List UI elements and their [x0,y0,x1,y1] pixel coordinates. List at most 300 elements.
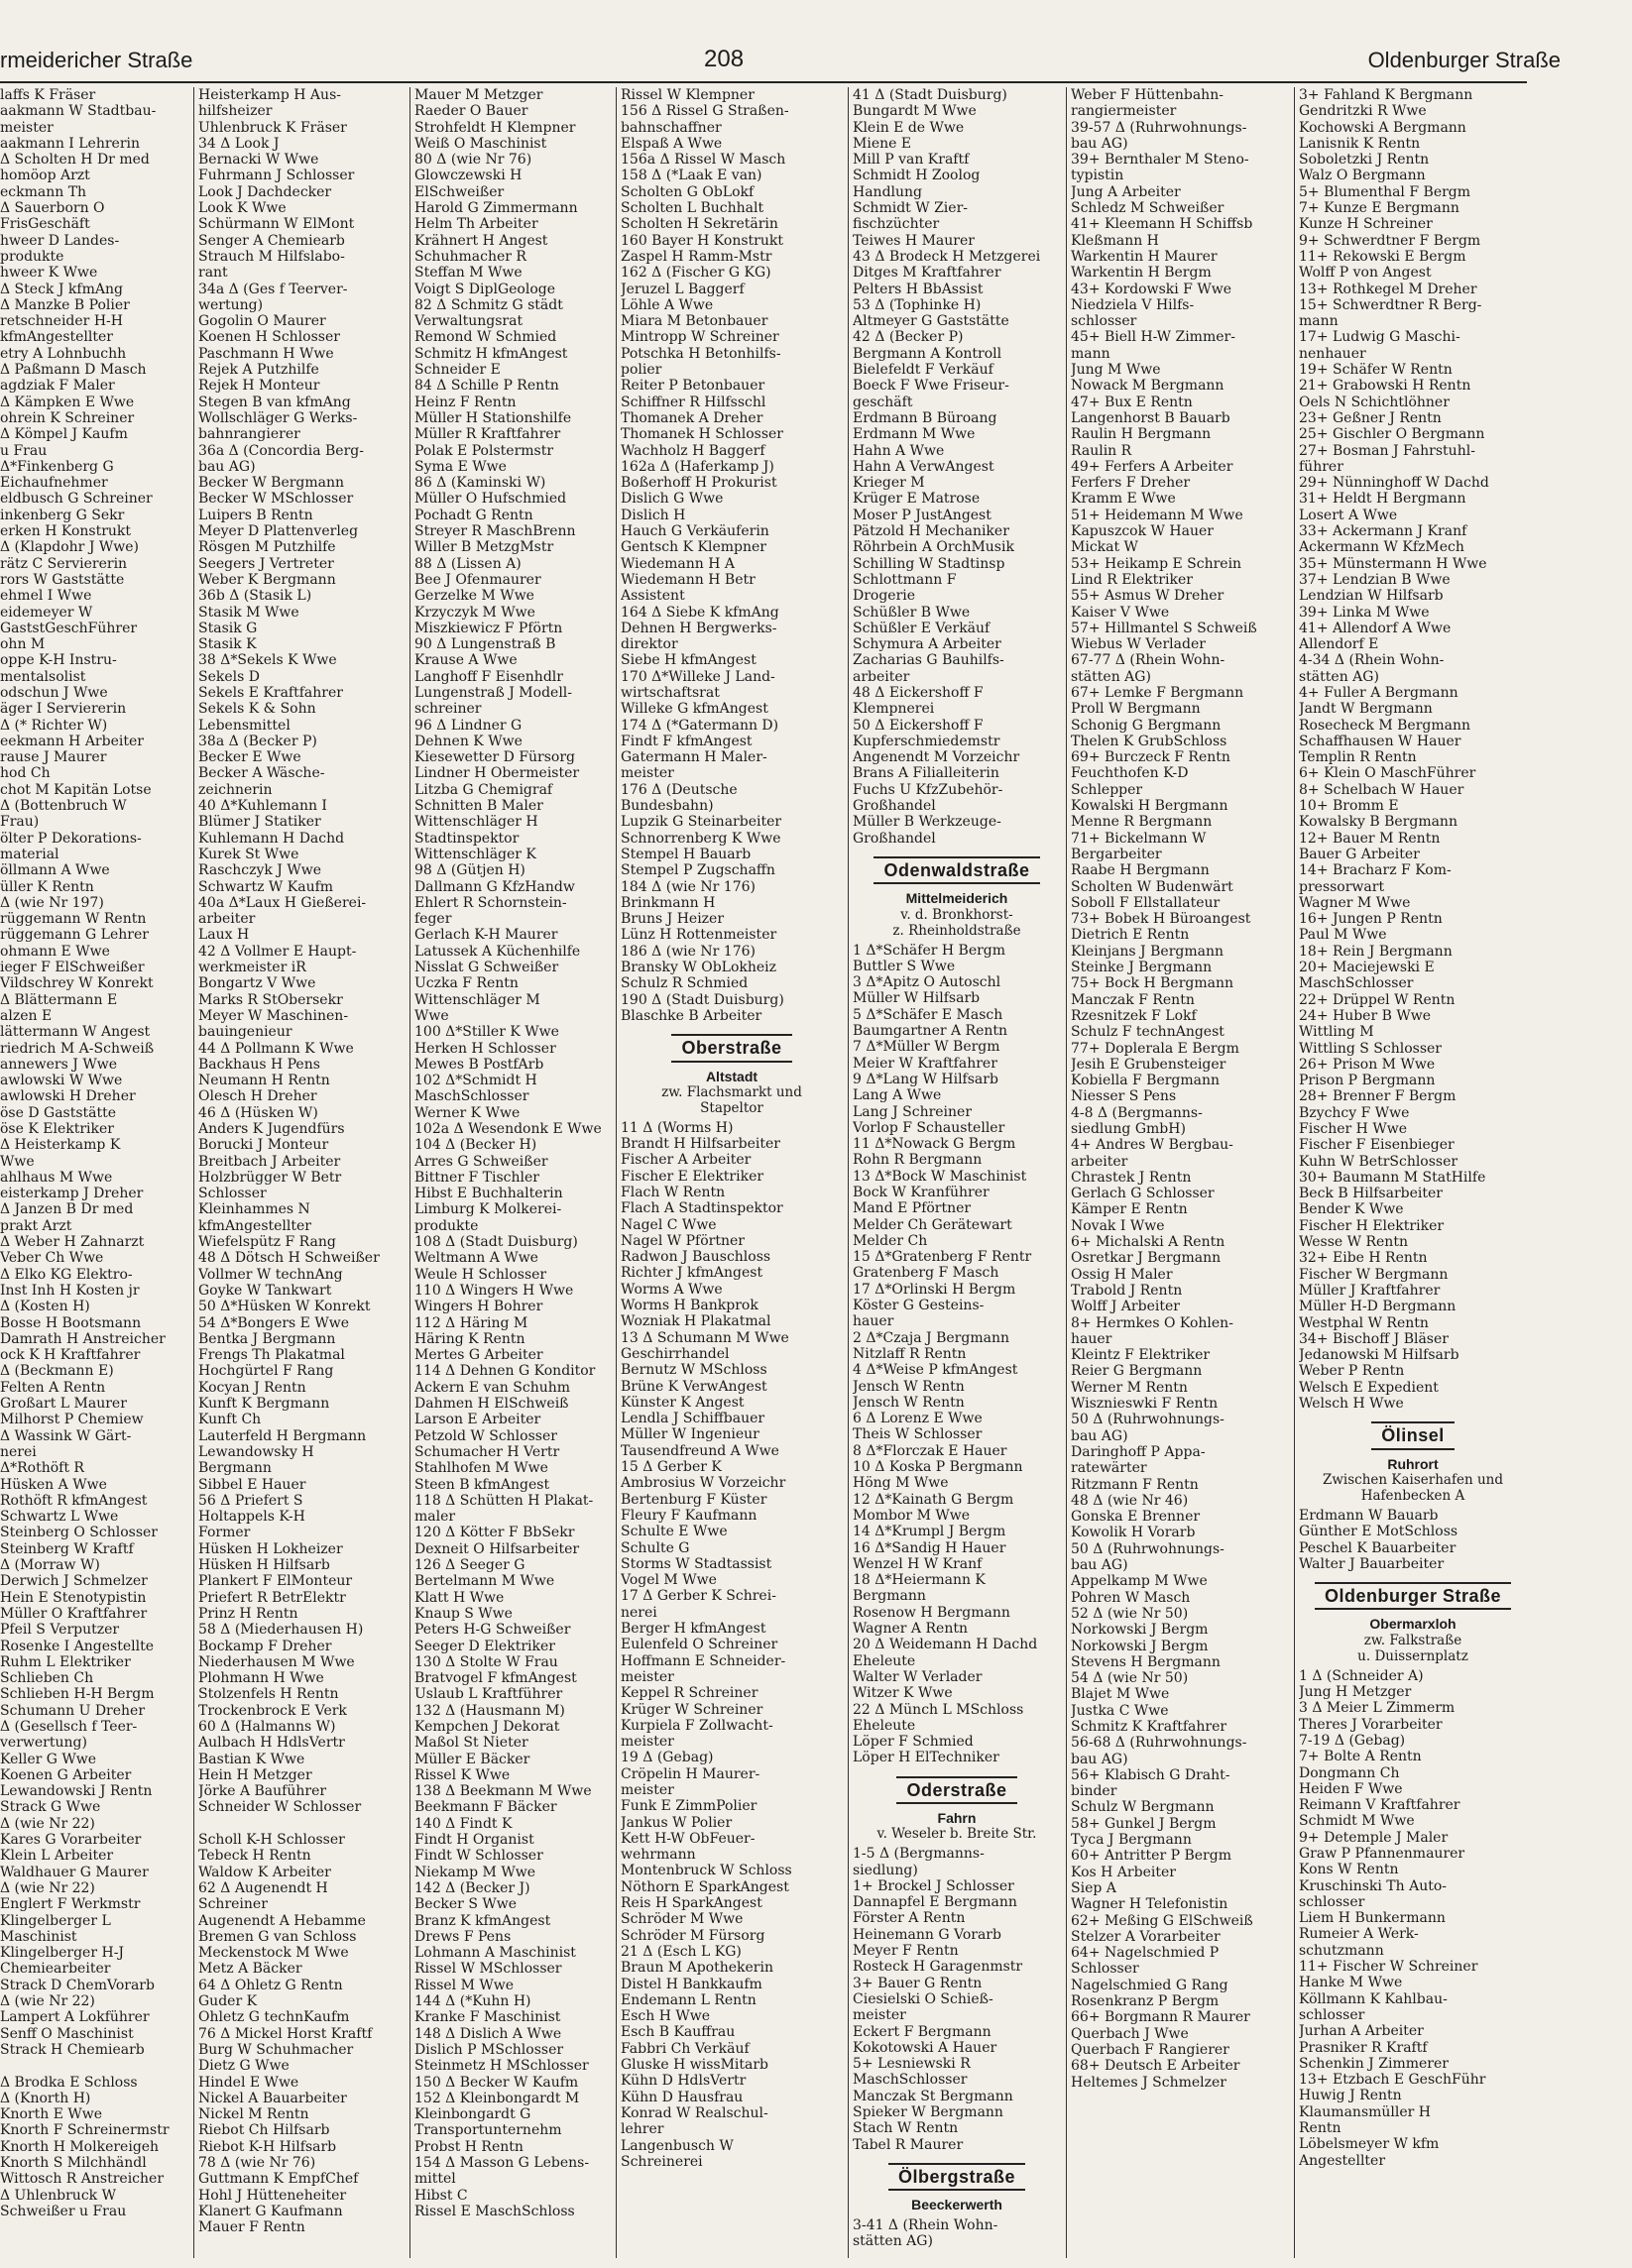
listing-entry: typistin [1071,168,1124,184]
listing-entry: Großhandel [853,830,936,847]
street-range-note: u. Duissernplatz [1357,1647,1468,1664]
listing-entry: 118 Δ Schütten H Plakat- [414,1492,594,1509]
column-divider [409,87,410,2258]
listing-entry: Kowalsky B Bergmann [1299,814,1457,831]
listing-entry: Großart L Maurer [0,1396,127,1413]
listing-entry: Becker E Wwe [198,749,301,766]
listing-entry: verwertung) [0,1735,87,1752]
listing-entry: produkte [414,1217,479,1234]
listing-entry: Δ (Beckmann E) [0,1363,114,1380]
listing-entry: Pfeil S Verputzer [0,1622,120,1639]
listing-entry: 42 Δ Vollmer E Haupt- [198,943,357,960]
listing-entry: Schüßler B Wwe [853,604,971,621]
listing-entry: geschäft [853,394,913,410]
listing-entry: Querbach J Wwe [1071,2025,1189,2042]
listing-entry: Schymura A Arbeiter [853,636,1001,653]
listing-entry: Δ Sauerborn O [0,200,105,217]
listing-entry: Günther E MotSchloss [1299,1524,1458,1540]
listing-entry: Lang J Schreiner [853,1103,973,1120]
listing-entry: Kowalski H Bergmann [1071,798,1228,815]
listing-entry: Werner M Rentn [1071,1379,1188,1396]
listing-entry: Knorth E Wwe [0,2106,103,2123]
listing-entry: Strohfeldt H Klempner [414,119,576,136]
listing-entry: Raeder O Bauer [414,103,528,120]
street-heading [1299,1582,1527,1610]
listing-entry: Jandt W Bergmann [1299,701,1433,718]
listing-entry: 156 Δ Rissel G Straßen- [621,103,789,120]
listing-entry: Berger H kfmAngest [621,1621,766,1638]
listing-entry: 1 Δ (Schneider A) [1299,1667,1424,1684]
listing-entry: 9+ Schwerdtner F Bergm [1299,232,1481,249]
listing-entry: Look K Wwe [198,200,287,217]
listing-entry: Stempel H Bauarb [621,846,752,862]
listing-entry: Bergmann [198,1460,272,1477]
street-range-note: v. Weseler b. Breite Str. [876,1826,1037,1843]
listing-entry: Kos H Arbeiter [1071,1864,1176,1880]
listing-entry: Frengs Th Plakatmal [198,1347,345,1364]
listing-entry: Burg W Schuhmacher [198,2041,354,2058]
listing-entry: Theis W Schlosser [853,1426,983,1443]
listing-entry: Walter W Verlader [853,1668,983,1685]
column-7 [1299,87,1527,2258]
listing-entry: Teiwes H Maurer [853,232,975,249]
listing-entry: Damrath H Anstreicher [0,1330,166,1347]
listing-entry: Δ*Finkenberg G [0,458,114,475]
listing-entry: Fischer W Bergmann [1299,1266,1449,1283]
listing-entry: Bernutz W MSchloss [621,1362,767,1379]
listing-entry: Strack G Wwe [0,1799,101,1816]
listing-entry: Drogerie [853,588,916,605]
listing-entry: 130 Δ Stolte W Frau [414,1653,558,1670]
listing-entry: Wittling M [1299,1024,1374,1041]
listing-entry: Kleinhammes N [198,1201,310,1218]
listing-entry: 36b Δ (Stasik L) [198,588,312,605]
listing-entry: Wenzel H W Kranf [853,1555,983,1572]
listing-entry: Wagner M Wwe [1299,894,1411,911]
listing-entry: rüggemann W Rentn [0,911,147,928]
listing-entry: Angenendt M Vorzeichr [853,749,1020,766]
listing-entry: 50 Δ*Hüsken W Konrekt [198,1299,371,1315]
listing-entry: 32+ Eibe H Rentn [1299,1250,1428,1267]
listing-entry: Schreinerei [621,2153,703,2170]
street-title: Ölbergstraße [888,2163,1025,2191]
listing-entry: binder [1071,1783,1117,1800]
listing-entry: 39+ Bernthaler M Steno- [1071,152,1249,169]
listing-entry: annewers J Wwe [0,1056,117,1073]
listing-entry: 50 Δ (Ruhrwohnungs- [1071,1412,1224,1428]
listing-entry: ehmel I Wwe [0,588,92,605]
listing-entry: Hüsken A Wwe [0,1476,107,1493]
listing-entry: 54 Δ (wie Nr 50) [1071,1670,1189,1687]
listing-entry: Ossig H Maler [1071,1266,1173,1283]
listing-entry: siedlung GmbH) [1071,1121,1186,1137]
listing-entry: Heiden F Wwe [1299,1780,1403,1797]
listing-entry: Richter J kfmAngest [621,1265,763,1282]
street-title: Oderstraße [896,1776,1016,1804]
listing-entry: Meyer D Plattenverleg [198,523,359,540]
listing-entry [198,1816,407,1832]
listing-entry: Δ Heisterkamp K [0,1137,121,1154]
listing-entry: direktor [621,636,678,653]
listing-entry: Altmeyer G Gaststätte [853,313,1009,330]
listing-entry: Findt H Organist [414,1832,534,1849]
listing-entry: Braun M Apothekerin [621,1960,773,1977]
listing-entry: werkmeister iR [198,960,306,976]
listing-entry: Soboll F Ellstallateur [1071,894,1221,911]
listing-entry: ock K H Kraftfahrer [0,1347,141,1364]
listing-entry: Niederhausen M Wwe [198,1653,355,1670]
listing-entry: Nickel M Rentn [198,2106,309,2123]
listing-entry: Schlieben H-H Bergm [0,1686,155,1703]
listing-entry: Wingers H Bohrer [414,1299,543,1315]
listing-entry: Schneider E [414,362,501,379]
listing-entry: 7-19 Δ (Gebag) [1299,1732,1406,1749]
listing-entry: Fischer H Elektriker [1299,1217,1445,1234]
listing-entry: führer [1299,458,1343,475]
listing-entry: Δ (wie Nr 197) [0,894,104,911]
listing-entry: Schmitz K Kraftfahrer [1071,1718,1227,1735]
listing-entry: Δ Uhlenbruck W [0,2187,116,2204]
listing-entry: Tausendfreund A Wwe [621,1442,779,1459]
listing-entry: MaschSchlosser [1299,975,1414,992]
listing-entry: 13+ Rothkegel M Dreher [1299,281,1477,297]
listing-entry: Look J Dachdecker [198,183,332,200]
listing-entry: Lupzik G Steinarbeiter [621,814,782,831]
listing-entry: Koenen H Schlosser [198,329,340,346]
listing-entry: Paschmann H Wwe [198,345,334,362]
listing-entry: Becker W MSchlosser [198,491,354,508]
listing-entry: Menne R Bergmann [1071,814,1213,831]
listing-entry: Schmidt H Zoolog [853,168,981,184]
listing-entry: 48 Δ Dötsch H Schweißer [198,1250,380,1267]
listing-entry: Knorth F Schreinermstr [0,2122,170,2139]
listing-entry: Δ (Gesellsch f Teer- [0,1718,138,1735]
listing-entry: Goyke W Tankwart [198,1282,332,1299]
listing-entry: Lauterfeld H Bergmann [198,1427,367,1444]
listing-entry: Fleury F Kaufmann [621,1507,758,1524]
listing-entry: 67+ Lemke F Bergmann [1071,684,1244,701]
listing-entry: Ackermann W KfzMech [1299,539,1464,556]
listing-entry: Lindner H Obermeister [414,765,580,782]
listing-entry: Krzyczyk M Wwe [414,604,535,621]
listing-entry: 52 Δ (wie Nr 50) [1071,1605,1189,1622]
listing-entry: Sekels D [198,668,260,685]
listing-entry: eckmann Th [0,183,87,200]
listing-entry: Stempel P Zugschaffn [621,862,775,879]
listing-entry: 1-5 Δ (Bergmanns- [853,1846,985,1863]
listing-entry: Müller B Werkzeuge- [853,814,1001,831]
listing-entry: Eichaufnehmer [0,475,108,492]
listing-entry: öse D Gaststätte [0,1104,117,1121]
listing-entry: Dislich G Wwe [621,491,724,508]
listing-entry: Rissel W Klempner [621,87,755,103]
listing-entry: Sekels K & Sohn [198,701,316,718]
listing-entry: 3-41 Δ (Rhein Wohn- [853,2216,998,2233]
listing-entry: Langenhorst B Bauarb [1071,409,1230,426]
listing-entry: Gogolin O Maurer [198,313,326,330]
listing-entry: Siep A [1071,1879,1116,1896]
listing-entry: Nowack M Bergmann [1071,378,1224,395]
listing-entry: bau AG) [1071,135,1128,152]
listing-entry: chot M Kapitän Lotse [0,781,152,798]
listing-entry: Wolff P von Angest [1299,265,1432,282]
listing-entry: 11 Δ*Nowack G Bergm [853,1136,1016,1153]
listing-entry: 162 Δ (Fischer G KG) [621,265,771,282]
listing-entry: Osretkar J Bergmann [1071,1250,1222,1267]
listing-entry: Δ Steck J kfmAng [0,281,123,297]
listing-entry: 75+ Bock H Bergmann [1071,975,1234,992]
listing-entry: stätten AG) [853,2232,933,2249]
listing-entry: aakmann I Lehrerin [0,135,141,152]
listing-entry: Jung M Wwe [1071,362,1161,379]
listing-entry: Ferfers F Dreher [1071,475,1191,492]
listing-entry: Bertenburg F Küster [621,1491,767,1508]
street-heading [621,1034,843,1062]
listing-entry: Liem H Bunkermann [1299,1910,1446,1927]
listing-entry: Ruhm L Elektriker [0,1653,131,1670]
listing-entry: Plohmann H Wwe [198,1670,324,1687]
listing-entry: zeichnerin [198,781,273,798]
listing-entry: öse K Elektriker [0,1121,114,1137]
listing-entry: retschneider H-H [0,313,123,330]
listing-entry: Jensch W Rentn [853,1394,965,1411]
listing-entry: Rosenow H Bergmann [853,1604,1010,1621]
listing-entry: Bergarbeiter [1071,846,1162,862]
listing-entry: Niekamp M Wwe [414,1864,535,1880]
listing-entry: Schnitten B Maler [414,798,543,815]
listing-entry: Krüger W Schreiner [621,1701,763,1718]
listing-entry: Müller O Hufschmied [414,491,567,508]
listing-entry: 62 Δ Augenendt H [198,1879,328,1896]
listing-entry: Stahlhofen M Wwe [414,1460,548,1477]
listing-entry: Nitzlaff R Rentn [853,1345,967,1362]
listing-entry: 8+ Schelbach W Hauer [1299,781,1464,798]
listing-entry: prakt Arzt [0,1217,72,1234]
listing-entry: Kares G Vorarbeiter [0,1832,142,1849]
listing-entry: Heinemann G Vorarb [853,1926,1001,1943]
listing-entry: 15 Δ Gerber K [621,1459,722,1476]
listing-entry: 140 Δ Findt K [414,1815,513,1832]
listing-entry: Bongartz V Wwe [198,975,316,992]
listing-entry: Westphal W Rentn [1299,1314,1429,1331]
column-divider [193,87,194,2258]
listing-entry: 76 Δ Mickel Horst Kraftf [198,2025,373,2042]
listing-entry: nenhauer [1299,345,1366,362]
listing-entry: Δ Janzen B Dr med [0,1201,134,1218]
listing-entry: Lungenstraß J Modell- [414,684,573,701]
column-3 [414,87,611,2258]
listing-entry: 100 Δ*Stiller K Wwe [414,1024,559,1041]
listing-entry: Großhandel [853,798,936,815]
listing-entry: Bielefeldt F Verkäuf [853,362,993,379]
listing-entry: Feuchthofen K-D [1071,765,1189,782]
listing-entry: Jedanowski M Hilfsarb [1299,1347,1459,1364]
listing-entry: 17+ Ludwig G Maschi- [1299,329,1460,346]
listing-entry: Worms H Bankprok [621,1298,758,1314]
listing-entry: Petzold W Schlosser [414,1427,557,1444]
listing-entry: 6 Δ Lorenz E Wwe [853,1411,983,1427]
listing-entry: Keppel R Schreiner [621,1685,758,1702]
listing-entry: Kuhn W BetrSchlosser [1299,1153,1458,1170]
listing-entry: inkenberg G Sekr [0,507,125,523]
listing-entry: Dehnen H Bergwerks- [621,620,777,636]
listing-entry: Distel H Bankkaufm [621,1976,762,1992]
listing-entry: Hoffmann E Schneider- [621,1652,786,1669]
listing-entry: Schreiner [198,1896,268,1913]
listing-entry: Losert A Wwe [1299,507,1398,523]
listing-entry: Querbach F Rangierer [1071,2041,1229,2058]
listing-entry: 4-8 Δ (Bergmanns- [1071,1104,1203,1121]
listing-entry: Raulin R [1071,442,1132,459]
listing-entry: Kobiella F Bergmann [1071,1073,1221,1089]
listing-entry: 158 Δ (*Laak E van) [621,168,762,184]
listing-entry: bau AG) [1071,1751,1128,1767]
listing-entry: 17 Δ Gerber K Schrei- [621,1588,776,1605]
listing-entry: stätten AG) [1299,668,1379,685]
listing-entry: Schiffner R Hilfsschl [621,394,766,410]
listing-entry: Dietrich E Rentn [1071,927,1190,944]
listing-entry: Jurhan A Arbeiter [1299,2023,1424,2040]
listing-entry: Limburg K Molkerei- [414,1201,562,1218]
listing-entry: Δ (Kosten H) [0,1299,90,1315]
listing-entry: 5+ Lesniewski R [853,2056,971,2073]
column-divider [616,87,617,2258]
listing-entry: Kleinbongardt G [414,2106,531,2123]
listing-entry: Werner K Wwe [414,1104,521,1121]
listing-entry: Kruschinski Th Auto- [1299,1877,1448,1894]
listing-entry: 27+ Bosman J Fahrstuhl- [1299,442,1475,459]
listing-entry: Heisterkamp H Aus- [198,87,341,103]
listing-entry: Mertes G Arbeiter [414,1347,543,1364]
listing-entry: 13+ Etzbach E GeschFühr [1299,2072,1486,2089]
listing-entry: 38 Δ*Sekels K Wwe [198,652,337,669]
listing-entry: 41+ Allendorf A Wwe [1299,620,1452,636]
listing-entry: Montenbruck W Schloss [621,1863,792,1879]
listing-entry: Reiter P Betonbauer [621,378,765,395]
listing-entry: 54 Δ*Bongers E Wwe [198,1314,350,1331]
listing-entry: eidemeyer W [0,604,93,621]
listing-entry: Eheleute [853,1717,916,1734]
listing-entry: Zaspel H Ramm-Mstr [621,248,772,265]
listing-entry: Welsch E Expedient [1299,1379,1439,1396]
listing-entry: Kaiser V Wwe [1071,604,1170,621]
listing-entry: Raabe H Bergmann [1071,862,1210,879]
listing-entry: awlowski H Dreher [0,1088,136,1105]
listing-entry: Schilling W Stadtinsp [853,555,1005,572]
listing-entry: Flach A Stadtinspektor [621,1200,783,1217]
listing-entry: Jesih E Grubensteiger [1071,1056,1226,1073]
listing-entry: Kleinjans J Bergmann [1071,943,1224,960]
listing-entry: 8+ Hermkes O Kohlen- [1071,1314,1233,1331]
listing-entry: 11 Δ (Worms H) [621,1119,734,1136]
listing-entry: Glowczewski H [414,168,523,184]
listing-entry: 160 Bayer H Konstrukt [621,232,783,249]
listing-entry: Δ (wie Nr 22) [0,1815,95,1832]
listing-entry: Allendorf E [1299,636,1379,653]
listing-entry: 184 Δ (wie Nr 176) [621,878,756,895]
listing-entry: Δ (Knorth H) [0,2090,91,2106]
street-range-note: Stapeltor [700,1099,763,1116]
listing-entry: Δ (wie Nr 22) [0,1879,95,1896]
listing-entry: Schulte G [621,1539,690,1556]
listing-entry: Blaschke B Arbeiter [621,1007,762,1024]
listing-entry: Gerlach G Schlosser [1071,1186,1215,1202]
listing-entry: Mintropp W Schreiner [621,329,779,346]
listing-entry: Blajet M Wwe [1071,1686,1170,1703]
listing-entry: Hohl J Hütteneheiter [198,2187,347,2204]
listing-entry: mann [1071,345,1110,362]
listing-entry: 57+ Hillmantel S Schweiß [1071,620,1257,636]
listing-entry: Herken H Schlosser [414,1040,556,1057]
listing-entry: arbeiter [198,911,256,928]
listing-entry: Augenendt A Hebamme [198,1912,366,1929]
listing-entry: Lünz H Rottenmeister [621,927,777,944]
listing-entry: Müller W Hilfsarb [853,990,981,1007]
listing-entry: 13 Δ Schumann M Wwe [621,1329,789,1346]
listing-entry: Δ Weber H Zahnarzt [0,1234,145,1251]
listing-entry: Wittenschläger M [414,991,540,1008]
listing-entry: 4+ Fuller A Bergmann [1299,684,1458,701]
listing-entry: Nagelschmied G Rang [1071,1977,1228,1993]
listing-entry: 48 Δ (wie Nr 46) [1071,1492,1189,1509]
listing-entry: 56+ Klabisch G Draht- [1071,1766,1230,1783]
listing-entry: Schledz M Schweißer [1071,200,1224,217]
listing-entry: Schürmann W ElMont [198,216,355,233]
listing-entry: Englert F Werkmstr [0,1896,141,1913]
listing-entry: 190 Δ (Stadt Duisburg) [621,991,784,1008]
listing-entry: Oels N Schichtlöhner [1299,394,1450,410]
listing-entry: ohrein K Schreiner [0,409,135,426]
listing-entry: Seegers J Vertreter [198,555,334,572]
listing-entry: Bzychcy F Wwe [1299,1104,1410,1121]
street-heading [853,1776,1061,1804]
listing-entry: Seeger D Elektriker [414,1638,555,1654]
listing-entry: Δ Kämpken E Wwe [0,394,135,410]
listing-entry: Fischer F Eisenbieger [1299,1137,1455,1154]
listing-entry: Findt F kfmAngest [621,733,753,749]
listing-entry: Warkentin H Bergm [1071,265,1212,282]
listing-entry: Scholten W Budenwärt [1071,878,1233,895]
listing-entry: Rumeier A Werk- [1299,1926,1419,1943]
listing-entry: bau AG) [1071,1427,1128,1444]
listing-entry: Langhoff F Eisenhdlr [414,668,563,685]
listing-entry: Holtappels K-H [198,1509,305,1526]
listing-entry: eldbusch G Schreiner [0,491,153,508]
listing-entry: 174 Δ (*Gatermann D) [621,717,779,734]
listing-entry: meister [0,119,54,136]
listing-entry: Wesse W Rentn [1299,1234,1408,1251]
listing-entry: Kiesewetter D Fürsorg [414,749,576,766]
listing-entry: Schuhmacher R [414,248,526,265]
listing-entry: Walz O Bergmann [1299,168,1426,184]
listing-entry: Bernacki W Wwe [198,152,319,169]
listing-entry: 3+ Bauer G Rentn [853,1975,983,1991]
listing-entry: 43+ Kordowski F Wwe [1071,281,1231,297]
listing-entry: Trabold J Rentn [1071,1282,1183,1299]
listing-entry: Löper H ElTechniker [853,1750,999,1766]
listing-entry: Schulz F technAngest [1071,1024,1224,1041]
district-name: Beeckerwerth [911,2197,1002,2213]
listing-entry: kfmAngestellter [0,329,113,346]
listing-entry: Wiefelspütz F Rang [198,1234,336,1251]
listing-entry: Elspaß A Wwe [621,135,723,152]
listing-entry: wirtschaftsrat [621,684,720,701]
listing-entry: Syma E Wwe [414,458,507,475]
listing-entry: 38a Δ (Becker P) [198,733,317,749]
listing-entry: produkte [0,248,64,265]
listing-entry: Keller G Wwe [0,1751,97,1767]
listing-entry: Dehnen K Wwe [414,733,523,749]
